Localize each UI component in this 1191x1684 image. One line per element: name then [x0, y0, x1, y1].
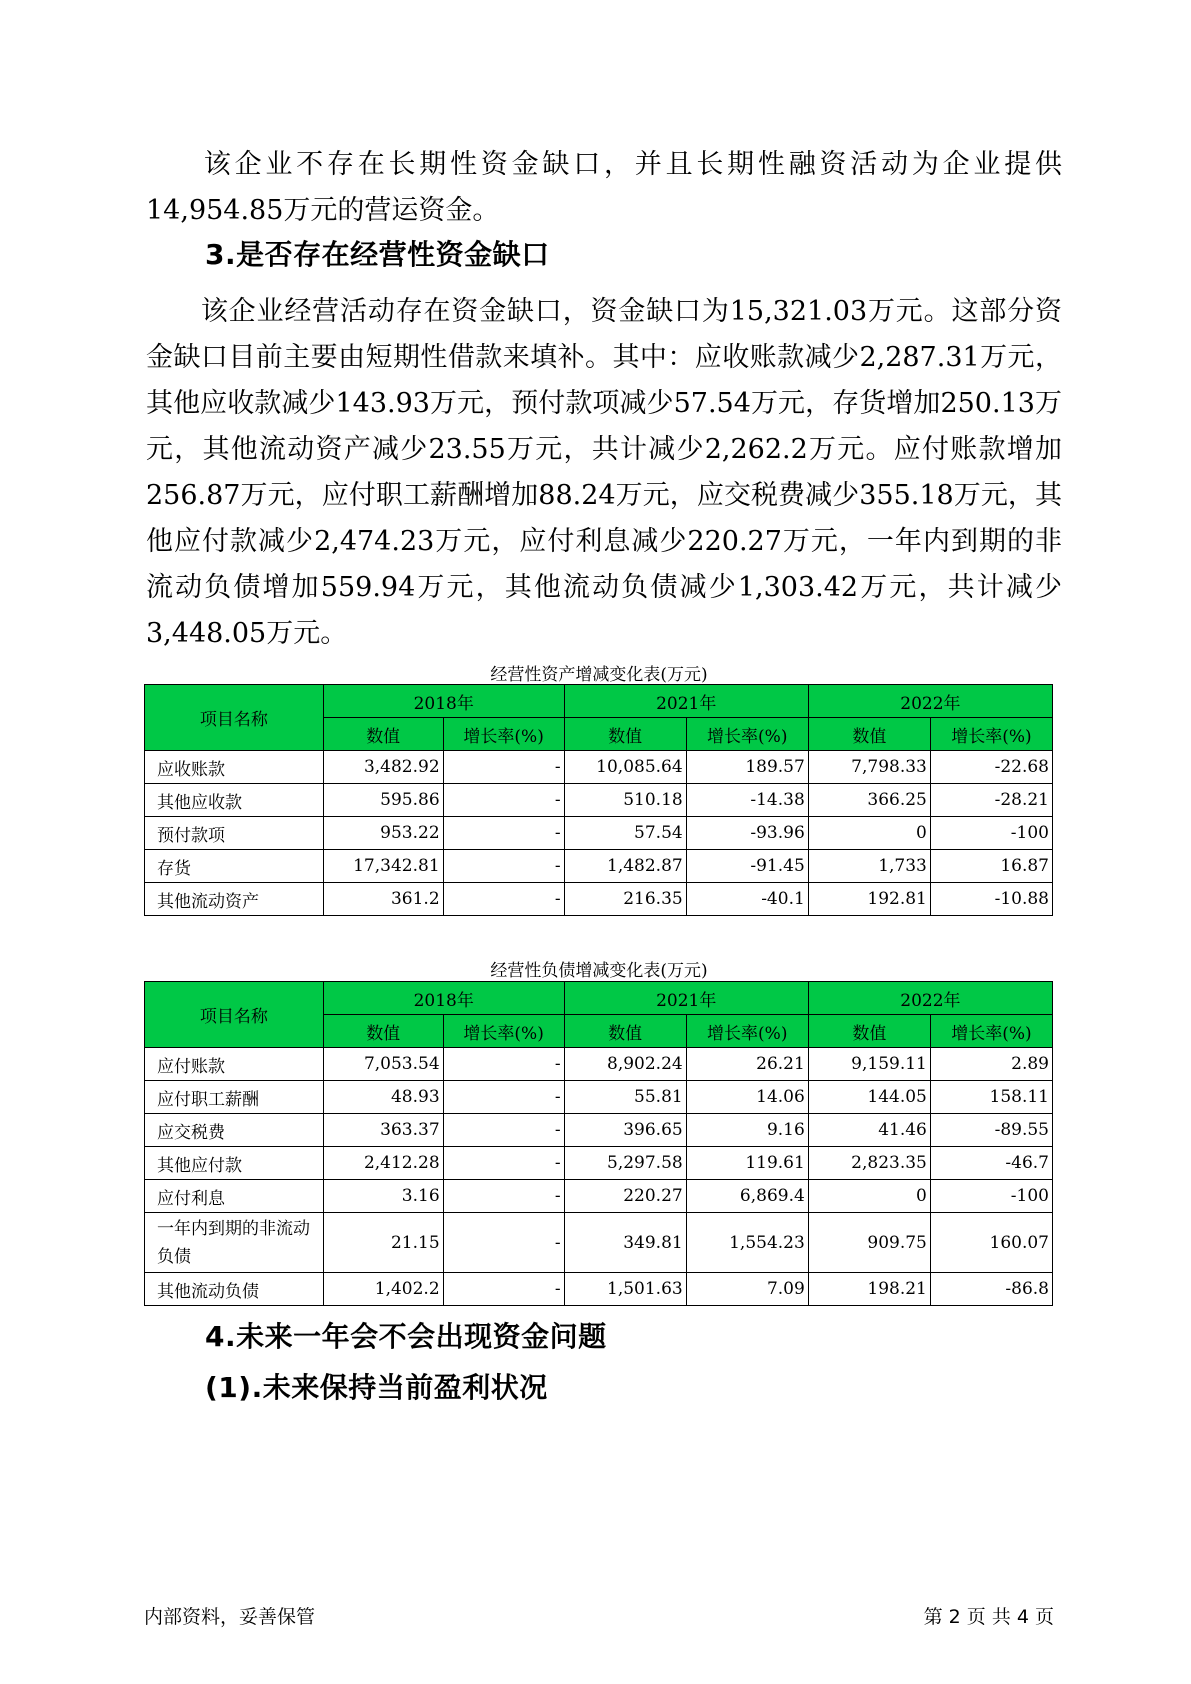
table-row — [145, 883, 1053, 916]
cell-value: 216.35 — [564, 883, 686, 916]
header-sub: 增长率(%) — [930, 1015, 1052, 1048]
header-sub: 增长率(%) — [686, 1015, 808, 1048]
header-sub: 数值 — [323, 1015, 443, 1048]
cell-value: 17,342.81 — [323, 850, 443, 883]
table-header-row — [145, 685, 1053, 718]
row-label: 应付账款 — [145, 1048, 324, 1081]
header-sub: 增长率(%) — [930, 718, 1052, 751]
cell-value: 366.25 — [808, 784, 930, 817]
cell-value: - — [443, 1048, 564, 1081]
paragraph-text: 该企业不存在长期性资金缺口，并且长期性融资活动为企业提供14,954.85万元的营运资金。 — [146, 149, 1062, 226]
table-row — [145, 1213, 1053, 1273]
row-label: 应付利息 — [145, 1180, 324, 1213]
cell-value: 1,402.2 — [323, 1273, 443, 1306]
footer-page-number: 第 2 页 共 4 页 — [923, 1606, 1054, 1628]
subsection-heading-4-1: (1).未来保持当前盈利状况 — [205, 1371, 548, 1404]
table-caption-liabilities: 经营性负债增减变化表(万元) — [490, 961, 708, 981]
cell-value: 1,501.63 — [564, 1273, 686, 1306]
cell-value: 144.05 — [808, 1081, 930, 1114]
header-sub: 数值 — [564, 1015, 686, 1048]
header-sub: 数值 — [564, 718, 686, 751]
row-label: 其他流动资产 — [145, 883, 324, 916]
cell-value: 220.27 — [564, 1180, 686, 1213]
header-sub: 数值 — [808, 718, 930, 751]
header-sub: 增长率(%) — [443, 718, 564, 751]
table-row — [145, 1114, 1053, 1147]
cell-value: 2,412.28 — [323, 1147, 443, 1180]
header-year: 2018年 — [323, 982, 564, 1015]
header-year: 2021年 — [564, 982, 808, 1015]
cell-value: 55.81 — [564, 1081, 686, 1114]
cell-value: - — [443, 1114, 564, 1147]
cell-value: 2,823.35 — [808, 1147, 930, 1180]
paragraph-long-term-funding — [146, 142, 1062, 234]
header-year: 2018年 — [323, 685, 564, 718]
row-label: 其他流动负债 — [145, 1273, 324, 1306]
cell-value: - — [443, 883, 564, 916]
cell-value: - — [443, 1273, 564, 1306]
operating-assets-table — [144, 684, 1053, 916]
cell-value: - — [443, 1147, 564, 1180]
cell-value: -28.21 — [930, 784, 1052, 817]
cell-value: 7,053.54 — [323, 1048, 443, 1081]
table-row — [145, 1180, 1053, 1213]
cell-value: -14.38 — [686, 784, 808, 817]
cell-value: 3,482.92 — [323, 751, 443, 784]
cell-value: 198.21 — [808, 1273, 930, 1306]
cell-value: 9,159.11 — [808, 1048, 930, 1081]
row-label: 一年内到期的非流动负债 — [145, 1213, 324, 1273]
cell-value: 7.09 — [686, 1273, 808, 1306]
cell-value: 192.81 — [808, 883, 930, 916]
cell-value: - — [443, 1081, 564, 1114]
row-label: 其他应收款 — [145, 784, 324, 817]
cell-value: 349.81 — [564, 1213, 686, 1273]
cell-value: -93.96 — [686, 817, 808, 850]
cell-value: 5,297.58 — [564, 1147, 686, 1180]
cell-value: -46.7 — [930, 1147, 1052, 1180]
table-row — [145, 751, 1053, 784]
header-year: 2022年 — [808, 982, 1052, 1015]
cell-value: 7,798.33 — [808, 751, 930, 784]
cell-value: -40.1 — [686, 883, 808, 916]
cell-value: 0 — [808, 1180, 930, 1213]
cell-value: -10.88 — [930, 883, 1052, 916]
header-year: 2021年 — [564, 685, 808, 718]
footer-confidential-note: 内部资料，妥善保管 — [144, 1606, 316, 1628]
row-label: 应付职工薪酬 — [145, 1081, 324, 1114]
cell-value: 119.61 — [686, 1147, 808, 1180]
cell-value: -100 — [930, 1180, 1052, 1213]
cell-value: 8,902.24 — [564, 1048, 686, 1081]
cell-value: 189.57 — [686, 751, 808, 784]
cell-value: 396.65 — [564, 1114, 686, 1147]
table-row — [145, 1081, 1053, 1114]
row-label: 应交税费 — [145, 1114, 324, 1147]
cell-value: 953.22 — [323, 817, 443, 850]
paragraph-operating-gap — [146, 289, 1062, 657]
header-sub: 数值 — [808, 1015, 930, 1048]
cell-value: 16.87 — [930, 850, 1052, 883]
cell-value: 41.46 — [808, 1114, 930, 1147]
cell-value: 6,869.4 — [686, 1180, 808, 1213]
paragraph-text: 该企业经营活动存在资金缺口，资金缺口为15,321.03万元。这部分资金缺口目前主要由短期性借款来填补。其中：应收账款减少2,287.31万元，其他应收款减少143.93万元，预付款项减少57.54万元，存货增加250.13万元，其他流动资产减少23.55万元，共计减少2,262.2万元。应付账款增加256.87万元，应付职工薪酬增加88.24万元，应交税费减少355.18万元，其他应付款减少2,474.23万元，应付利息减少220.27万元，一年内到期的非流动负债增加559.94万元，其他流动负债减少1,303.42万元，共计减少3,448.05万元。 — [146, 296, 1062, 649]
cell-value: - — [443, 784, 564, 817]
cell-value: 595.86 — [323, 784, 443, 817]
table-row — [145, 1048, 1053, 1081]
cell-value: -86.8 — [930, 1273, 1052, 1306]
header-item-name: 项目名称 — [145, 982, 324, 1048]
cell-value: - — [443, 1213, 564, 1273]
cell-value: 510.18 — [564, 784, 686, 817]
cell-value: 0 — [808, 817, 930, 850]
cell-value: 26.21 — [686, 1048, 808, 1081]
section-heading-3: 3.是否存在经营性资金缺口 — [205, 238, 550, 271]
section-heading-4: 4.未来一年会不会出现资金问题 — [205, 1320, 607, 1353]
table-row — [145, 1273, 1053, 1306]
table-row — [145, 1147, 1053, 1180]
cell-value: -22.68 — [930, 751, 1052, 784]
header-sub: 增长率(%) — [686, 718, 808, 751]
cell-value: 14.06 — [686, 1081, 808, 1114]
cell-value: -91.45 — [686, 850, 808, 883]
cell-value: 10,085.64 — [564, 751, 686, 784]
row-label: 预付款项 — [145, 817, 324, 850]
cell-value: 2.89 — [930, 1048, 1052, 1081]
table-row — [145, 784, 1053, 817]
cell-value: -89.55 — [930, 1114, 1052, 1147]
cell-value: 48.93 — [323, 1081, 443, 1114]
cell-value: 9.16 — [686, 1114, 808, 1147]
row-label: 存货 — [145, 850, 324, 883]
cell-value: 1,482.87 — [564, 850, 686, 883]
cell-value: 158.11 — [930, 1081, 1052, 1114]
header-sub: 数值 — [323, 718, 443, 751]
row-label: 应收账款 — [145, 751, 324, 784]
cell-value: 909.75 — [808, 1213, 930, 1273]
cell-value: - — [443, 751, 564, 784]
cell-value: - — [443, 817, 564, 850]
cell-value: 363.37 — [323, 1114, 443, 1147]
cell-value: 3.16 — [323, 1180, 443, 1213]
cell-value: - — [443, 850, 564, 883]
header-item-name: 项目名称 — [145, 685, 324, 751]
table-caption-assets: 经营性资产增减变化表(万元) — [490, 665, 708, 685]
cell-value: 21.15 — [323, 1213, 443, 1273]
cell-value: 1,733 — [808, 850, 930, 883]
cell-value: -100 — [930, 817, 1052, 850]
row-label: 其他应付款 — [145, 1147, 324, 1180]
table-header-row — [145, 982, 1053, 1015]
table-row — [145, 850, 1053, 883]
table-row — [145, 817, 1053, 850]
cell-value: 160.07 — [930, 1213, 1052, 1273]
header-year: 2022年 — [808, 685, 1052, 718]
cell-value: 361.2 — [323, 883, 443, 916]
cell-value: 57.54 — [564, 817, 686, 850]
header-sub: 增长率(%) — [443, 1015, 564, 1048]
operating-liabilities-table — [144, 981, 1053, 1306]
cell-value: 1,554.23 — [686, 1213, 808, 1273]
cell-value: - — [443, 1180, 564, 1213]
